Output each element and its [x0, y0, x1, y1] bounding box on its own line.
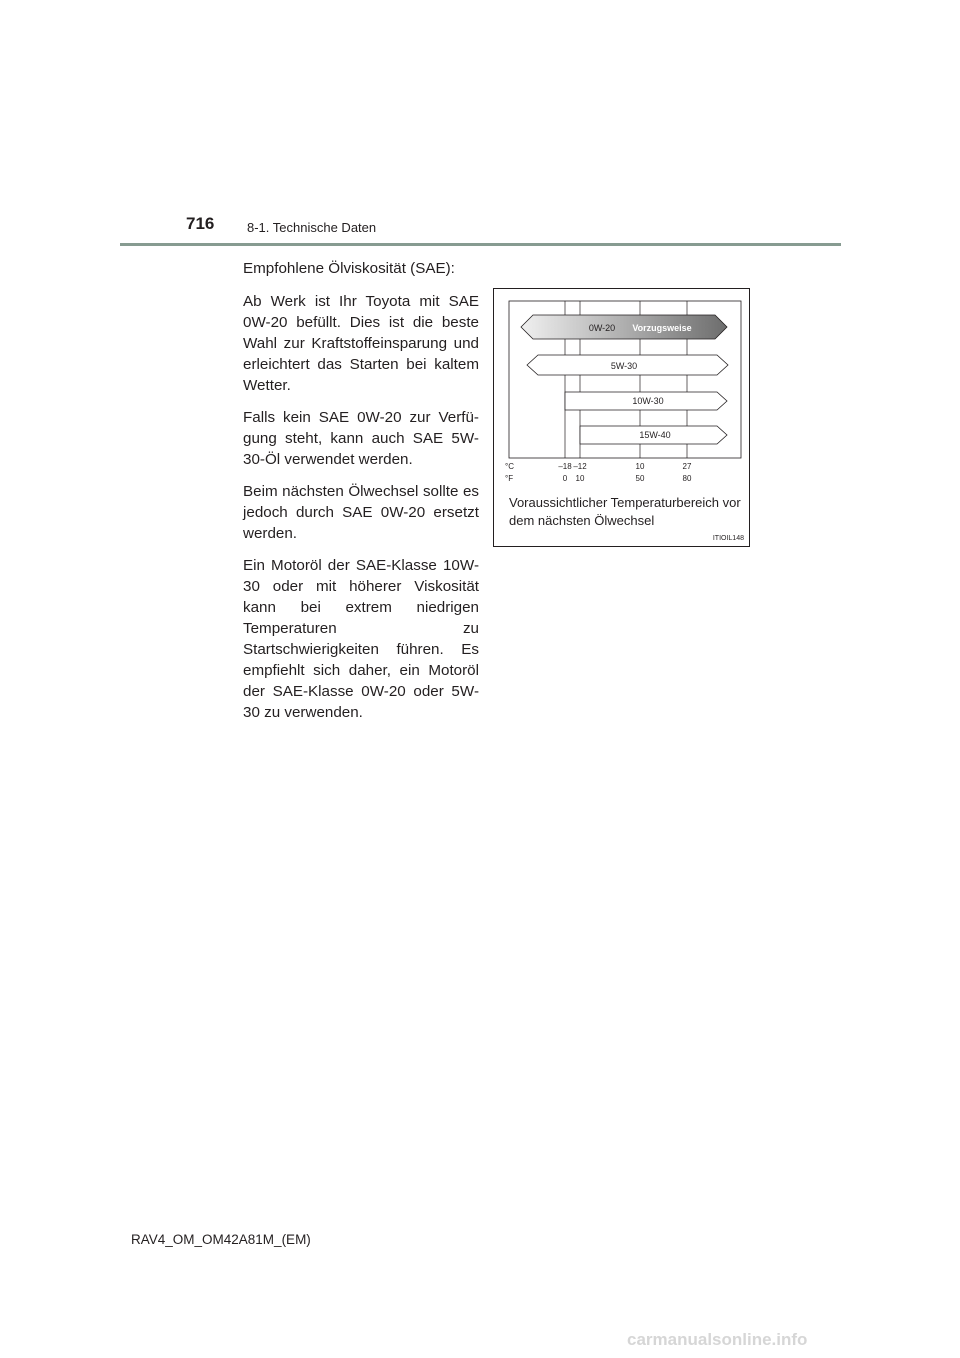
watermark: carmanualsonline.info: [627, 1330, 808, 1349]
figure-caption: Voraussichtlicher Temperaturbereich vor dem nächsten Ölwechsel: [509, 495, 741, 528]
grade-10w30-label: 10W-30: [632, 396, 664, 406]
oil-viscosity-heading: Empfohlene Ölviskosität (SAE):: [243, 260, 455, 277]
grade-15w40-label: 15W-40: [639, 430, 671, 440]
paragraph-factory-fill: Ab Werk ist Ihr Toyota mit SAE 0W-20 befüllt. Dies ist die beste Wahl zur Kraftstoffeinsparung und erleichtert das Starten bei kaltem Wetter.: [243, 293, 479, 394]
celsius-tick: 27: [682, 462, 692, 471]
grade-0w20-tag: Vorzugsweise: [632, 323, 692, 333]
fahrenheit-unit: °F: [505, 474, 514, 483]
manual-id-footer: RAV4_OM_OM42A81M_(EM): [131, 1232, 311, 1247]
viscosity-figure: [493, 288, 750, 547]
fahrenheit-tick: 10: [575, 474, 585, 483]
paragraph-next-change: Beim nächsten Ölwechsel sollte es jedoch durch SAE 0W-20 ersetzt werden.: [243, 483, 479, 542]
grade-5w30-label: 5W-30: [610, 361, 638, 371]
celsius-tick: 10: [635, 462, 645, 471]
celsius-unit: °C: [505, 462, 514, 471]
body-column: [243, 258, 479, 734]
paragraph-alternative: Falls kein SAE 0W-20 zur Verfü-gung steht, kann auch SAE 5W-30-Öl verwendet werden.: [243, 409, 479, 468]
fahrenheit-tick: 80: [682, 474, 692, 483]
grade-0w20-arrow: [521, 315, 727, 339]
celsius-tick: –12: [573, 462, 587, 471]
section-title: 8-1. Technische Daten: [247, 220, 377, 235]
paragraph-warning: Ein Motoröl der SAE-Klasse 10W-30 oder mit höherer Viskosität kann bei extrem niedrigen Temperaturen zu Startschwierigkeiten führen. Es empfiehlt sich daher, ein Motoröl der SAE-Klasse 0W-20 oder 5W-30 zu verwenden.: [243, 557, 479, 721]
figure-code: ITIOIL148: [712, 535, 744, 542]
fahrenheit-tick: 0: [562, 474, 568, 483]
page-number: 716: [186, 214, 215, 233]
header-rule: [120, 243, 841, 246]
fahrenheit-tick: 50: [635, 474, 645, 483]
celsius-tick: –18: [558, 462, 572, 471]
grade-0w20-label: 0W-20: [588, 323, 616, 333]
